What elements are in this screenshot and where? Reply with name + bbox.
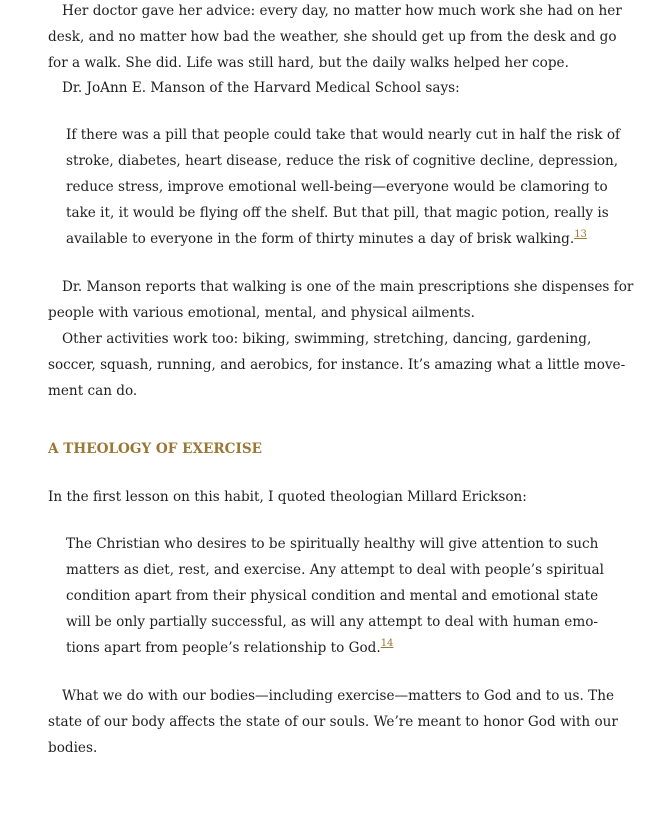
quote-line: If there was a pill that people could take that would nearly cut in half the risk of (66, 127, 621, 143)
text-line: Dr. Manson reports that walking is one of the main prescriptions she dispenses for (62, 279, 634, 295)
text-line: What we do with our bodies—including exercise—matters to God and to us. The (62, 688, 615, 704)
quote-line: take it, it would be flying off the shelf. But that pill, that magic potion, really is (66, 205, 609, 221)
text-line: for a walk. She did. Life was still hard, but the daily walks helped her cope. (48, 55, 569, 71)
text-line: In the first lesson on this habit, I quoted theologian Millard Erickson: (48, 489, 527, 505)
block-quote-erickson (48, 531, 604, 661)
paragraph-other-activities (48, 326, 625, 404)
quote-line-last (66, 226, 620, 252)
paragraph-doctor-advice (48, 0, 622, 76)
quote-line-text: tions apart from people’s relationship to God. (66, 640, 381, 656)
footnote-link-13[interactable]: 13 (574, 229, 587, 240)
section-heading: A THEOLOGY OF EXERCISE (48, 441, 263, 457)
text-line: bodies. (48, 740, 98, 756)
block-quote-manson (48, 122, 620, 252)
paragraph-manson-intro (48, 75, 460, 101)
paragraph-bodies (48, 683, 618, 761)
paragraph-erickson-intro (48, 484, 527, 510)
footnote-link-14[interactable]: 14 (380, 638, 394, 649)
quote-line: matters as diet, rest, and exercise. Any attempt to deal with people’s spiritual (66, 562, 604, 578)
paragraph-manson-reports (48, 274, 633, 326)
quote-line: stroke, diabetes, heart disease, reduce the risk of cognitive decline, depression, (66, 153, 619, 169)
quote-line-last (66, 635, 604, 661)
text-line: people with various emotional, mental, and physical ailments. (48, 305, 475, 321)
text-line: ment can do. (48, 383, 138, 399)
text-line: desk, and no matter how bad the weather, she should get up from the desk and go (48, 29, 617, 45)
text-line: state of our body affects the state of our souls. We’re meant to honor God with our (48, 714, 618, 730)
text-line: Other activities work too: biking, swimming, stretching, dancing, gardening, (62, 331, 592, 347)
quote-line: will be only partially successful, as will any attempt to deal with human emo- (66, 614, 599, 630)
quote-line: reduce stress, improve emotional well-being—everyone would be clamoring to (66, 179, 608, 195)
quote-line-text: available to everyone in the form of thirty minutes a day of brisk walking. (66, 231, 575, 247)
text-line: Dr. JoAnn E. Manson of the Harvard Medical School says: (62, 80, 460, 96)
quote-line: condition apart from their physical condition and mental and emotional state (66, 588, 599, 604)
text-line: soccer, squash, running, and aerobics, for instance. It’s amazing what a little move- (48, 357, 626, 373)
text-line: Her doctor gave her advice: every day, no matter how much work she had on her (62, 3, 622, 19)
quote-line: The Christian who desires to be spiritually healthy will give attention to such (66, 536, 599, 552)
